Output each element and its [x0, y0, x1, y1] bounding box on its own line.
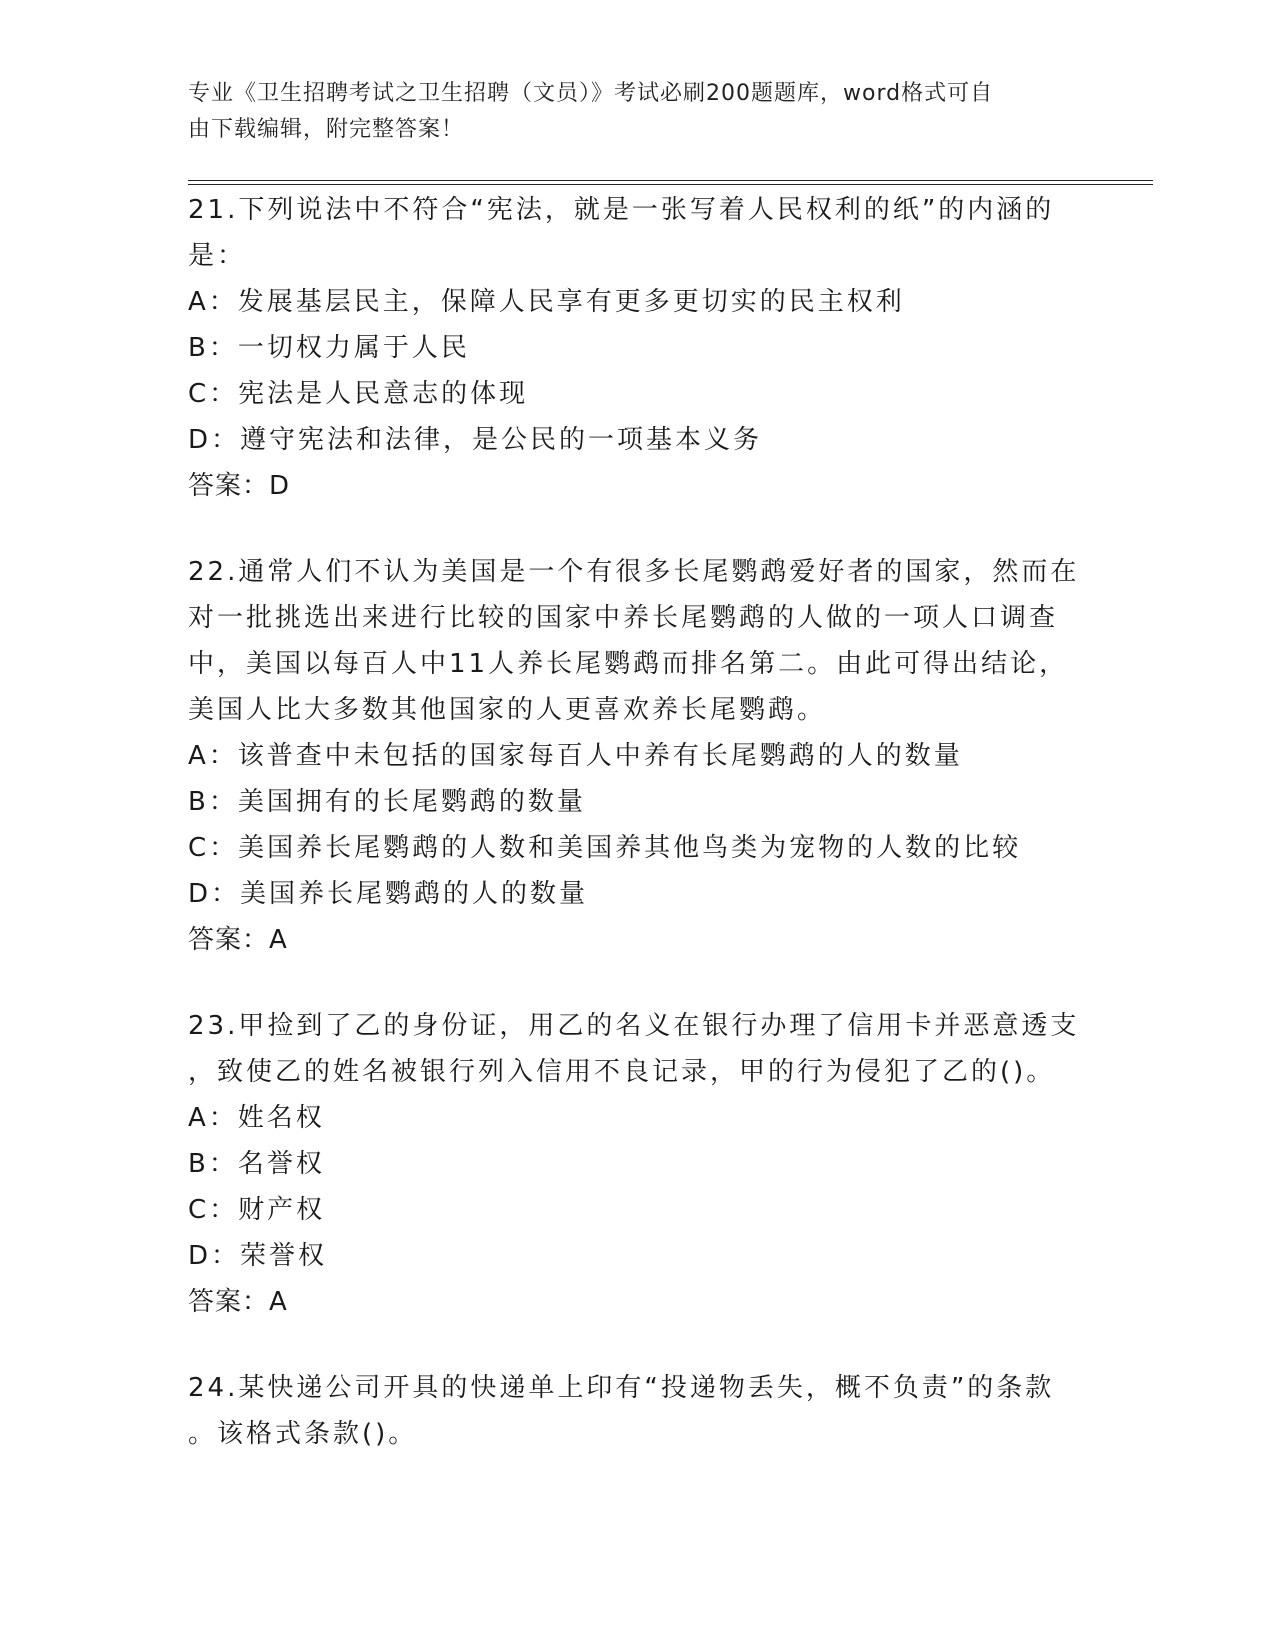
- answer-line: 答案：D: [188, 471, 291, 501]
- header-divider-bottom: [188, 184, 1153, 185]
- question-text-line: 21.下列说法中不符合“宪法，就是一张写着人民权利的纸”的内涵的: [188, 195, 1055, 225]
- option-a: A：姓名权: [188, 1103, 325, 1133]
- option-d: D：荣誉权: [188, 1241, 328, 1271]
- option-a: A：该普查中未包括的国家每百人中养有长尾鹦鹉的人的数量: [188, 741, 963, 771]
- question-21: [188, 187, 1088, 509]
- option-c: C：财产权: [188, 1195, 326, 1225]
- question-text-line: ，致使乙的姓名被银行列入信用不良记录，甲的行为侵犯了乙的()。: [188, 1057, 1056, 1087]
- document-header: [188, 76, 1068, 148]
- answer-line: 答案：A: [188, 925, 288, 955]
- question-text-line: 对一批挑选出来进行比较的国家中养长尾鹦鹉的人做的一项人口调查: [188, 603, 1059, 633]
- question-text-line: 23.甲捡到了乙的身份证，用乙的名义在银行办理了信用卡并恶意透支: [188, 1011, 1080, 1041]
- question-text-line: 美国人比大多数其他国家的人更喜欢养长尾鹦鹉。: [188, 695, 827, 725]
- option-b: B：美国拥有的长尾鹦鹉的数量: [188, 787, 586, 817]
- option-d: D：美国养长尾鹦鹉的人的数量: [188, 879, 589, 909]
- header-line-2: 由下载编辑，附完整答案！: [188, 117, 465, 142]
- option-c: C：宪法是人民意志的体现: [188, 379, 529, 409]
- question-list: [188, 187, 1088, 1457]
- option-d: D：遵守宪法和法律，是公民的一项基本义务: [188, 425, 763, 455]
- option-a: A：发展基层民主，保障人民享有更多更切实的民主权利: [188, 287, 905, 317]
- header-line-1: 专业《卫生招聘考试之卫生招聘（文员）》考试必刷200题题库，word格式可自: [188, 81, 994, 106]
- option-c: C：美国养长尾鹦鹉的人数和美国养其他鸟类为宠物的人数的比较: [188, 833, 1022, 863]
- question-23: [188, 1003, 1088, 1325]
- answer-line: 答案：A: [188, 1287, 288, 1317]
- question-text-line: 24.某快递公司开具的快递单上印有“投递物丢失，概不负责”的条款: [188, 1373, 1055, 1403]
- question-22: [188, 549, 1088, 963]
- question-text-line: 。该格式条款()。: [188, 1419, 418, 1449]
- header-divider-top: [188, 180, 1153, 181]
- question-text-line: 是：: [188, 241, 247, 271]
- question-text-line: 中，美国以每百人中11人养长尾鹦鹉而排名第二。由此可得出结论，: [188, 649, 1069, 679]
- option-b: B：一切权力属于人民: [188, 333, 470, 363]
- question-text-line: 22.通常人们不认为美国是一个有很多长尾鹦鹉爱好者的国家，然而在: [188, 557, 1080, 587]
- option-b: B：名誉权: [188, 1149, 325, 1179]
- question-24: [188, 1365, 1088, 1457]
